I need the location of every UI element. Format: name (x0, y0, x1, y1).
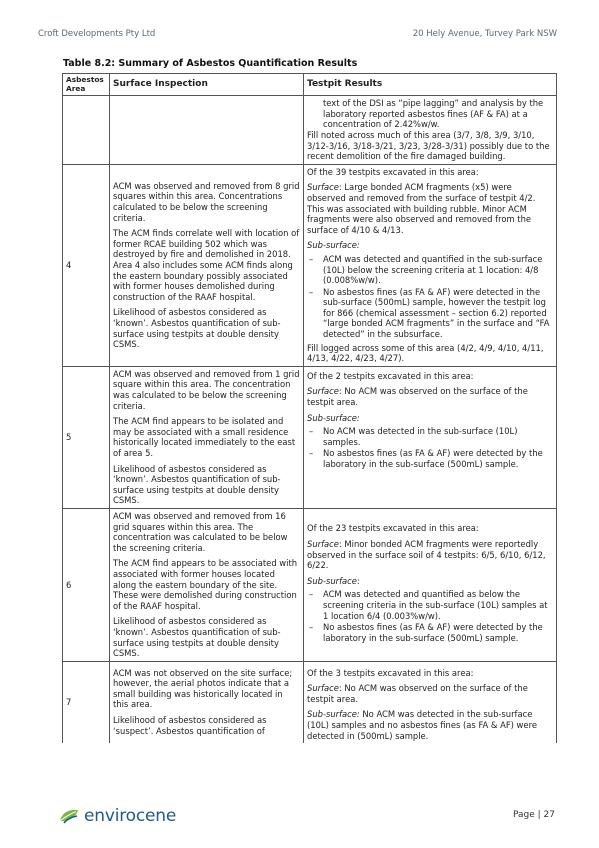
header-testpit-results: Testpit Results (304, 74, 557, 96)
page-number: Page | 27 (513, 810, 555, 820)
surface-paragraph: Likelihood of asbestos considered as ‘known’. Asbestos quantification of sub-surface using testpits at double density CSMS. (113, 307, 281, 350)
table-header-row (63, 74, 557, 96)
list-item: – No asbestos fines (as FA & AF) were detected by the laboratory in the sub-surface (500mL) sample. (307, 448, 553, 469)
header-company: Croft Developments Pty Ltd (38, 29, 156, 39)
table-caption: Table 8.2: Summary of Asbestos Quantification Results (63, 58, 358, 69)
area-cell-continued (63, 96, 110, 165)
subsurface-list (307, 254, 553, 340)
subsurface-label: Sub-surface: (307, 240, 360, 251)
table-row (63, 164, 557, 366)
testpit-intro: Of the 23 testpits excavated in this area: (307, 523, 479, 534)
testpit-surface-paragraph (307, 539, 553, 571)
table-row (63, 661, 557, 743)
continued-text: text of the DSI as “pipe lagging” and analysis by the laboratory reported asbestos fines (AF & FA) at a concentration of 2.42%w/w. (323, 98, 544, 130)
surface-paragraph: The ACM find appears to be isolated and may be associated with a small residence historically located immediately to the east of area 5. (113, 416, 296, 458)
surface-cell-continued (110, 96, 304, 165)
surface-paragraph: The ACM finds correlate well with location of former RCAE building 502 which was destroyed by fire and demolished in 2018. Area 4 also includes some ACM finds along the eastern boundary possibly associated with former houses demolished during construction of the RAAF hospital. (113, 228, 300, 302)
testpit-intro: Of the 2 testpits excavated in this area: (307, 370, 474, 381)
testpit-cell (304, 661, 557, 743)
testpit-cell-continued (304, 96, 557, 165)
subsurface-list (307, 426, 553, 469)
surface-text: : No ACM was observed on the surface of the testpit area. (307, 683, 528, 704)
surface-paragraph: Likelihood of asbestos considered as ‘known’. Asbestos quantification of sub-surface using testpits at double density CSMS. (113, 616, 281, 659)
surface-paragraph: Likelihood of asbestos considered as ‘known’. Asbestos quantification of sub-surface using testpits at double density CSMS. (113, 463, 281, 506)
testpit-intro: Of the 3 testpits excavated in this area: (307, 667, 474, 678)
testpit-cell (304, 366, 557, 508)
surface-label: Surface (307, 182, 339, 193)
area-cell: 5 (63, 366, 110, 508)
area-cell: 4 (63, 164, 110, 366)
testpit-cell (304, 508, 557, 661)
header-asbestos-area: Asbestos Area (63, 74, 110, 96)
area-cell: 6 (63, 508, 110, 661)
subsurface-text: No ACM was detected in the sub-surface (10L) samples and no asbestos fines (as FA & AF) were detected in (500mL) sample. (307, 709, 537, 741)
surface-label: Surface (307, 386, 339, 397)
logo-text: envirocene (84, 806, 177, 826)
list-item: – No ACM was detected in the sub-surface (10L) samples. (307, 426, 553, 447)
table-row (63, 366, 557, 508)
subsurface-label: Sub-surface: (307, 709, 360, 720)
surface-paragraph: ACM was observed and removed from 8 grid squares within this area. Concentrations calculated to be below the screening criteria. (113, 180, 300, 223)
surface-paragraph: ACM was observed and removed from 16 grid squares within this area. The concentration was calculated to be below the screening criteria. (113, 510, 288, 553)
asbestos-summary-table (62, 73, 557, 743)
surface-paragraph: Likelihood of asbestos considered as ‘suspect’. Asbestos quantification of (113, 715, 267, 736)
continued-fill-note: Fill noted across much of this area (3/7, 3/8, 3/9, 3/10, 3/12-3/16, 3/18-3/21, 3/23, 3/28-3/31) possibly due to the recent demolition of the fire damaged building. (307, 129, 550, 162)
surface-label: Surface (307, 538, 339, 549)
subsurface-label: Sub-surface (307, 575, 357, 586)
envirocene-logo (58, 806, 176, 826)
testpit-surface-paragraph (307, 182, 553, 235)
testpit-subsurface-paragraph (307, 709, 553, 741)
surface-cell (110, 508, 304, 661)
subsurface-label: Sub-surface: (307, 412, 360, 423)
surface-paragraph: ACM was observed and removed from 1 grid square within this area. The concentration was calculated to be below the screening criteria. (113, 368, 300, 411)
testpit-surface-paragraph (307, 386, 553, 407)
table-row (63, 96, 557, 165)
list-item: – ACM was detected and quantified in the sub-surface (10L) below the screening criteria at 1 location: 4/8 (0.008%w/w). (307, 254, 553, 286)
surface-label: Surface (307, 683, 339, 694)
surface-text: : No ACM was observed on the surface of the testpit area. (307, 386, 528, 408)
surface-text: : Minor bonded ACM fragments were reportedly observed in the surface soil of 4 testpits: 6/5, 6/10, 6/12, 6/22. (307, 538, 546, 571)
surface-cell (110, 366, 304, 508)
subsurface-label-line (307, 576, 553, 587)
fill-note: Fill logged across some of this area (4/2, 4/9, 4/10, 4/11, 4/13, 4/22, 4/23, 4/27). (307, 342, 544, 364)
leaf-icon (58, 808, 80, 824)
surface-cell (110, 661, 304, 743)
surface-text: : Large bonded ACM fragments (x5) were observed and removed from the surface of testpit 4/2. This was associated with building rubble. Minor ACM fragments were also observed and removed from the surface of 4/10 & 4/13. (307, 182, 536, 235)
area-cell: 7 (63, 661, 110, 743)
testpit-surface-paragraph (307, 683, 553, 704)
table-row (63, 508, 557, 661)
header-surface-inspection: Surface Inspection (110, 74, 304, 96)
subsurface-list (307, 589, 553, 643)
surface-paragraph: ACM was not observed on the site surface; however, the aerial photos indicate that a small building was historically located in this area. (113, 667, 293, 710)
surface-cell (110, 164, 304, 366)
list-item: – No asbestos fines (as FA & AF) were detected in the sub-surface (500mL) sample, however the testpit log for 866 (chemical assessment – section 6.2) reported “large bonded ACM fragments” in the surface and “FA detected” in the subsurface. (307, 287, 553, 340)
surface-paragraph: The ACM find appears to be associated with associated with former houses located along the eastern boundary of the site. These were demolished during construction of the RAAF hospital. (113, 558, 298, 611)
testpit-cell (304, 164, 557, 366)
list-item: – ACM was detected and quantified as below the screening criteria in the sub-surface (10L) samples at 1 location 6/4 (0.003%w/w). (307, 589, 553, 621)
header-address: 20 Hely Avenue, Turvey Park NSW (412, 29, 557, 39)
subsurface-colon: : (356, 575, 360, 586)
list-item: – No asbestos fines (as FA & AF) were detected by the laboratory in the sub-surface (500mL) sample. (307, 622, 553, 643)
testpit-intro: Of the 39 testpits excavated in this area: (307, 166, 479, 177)
